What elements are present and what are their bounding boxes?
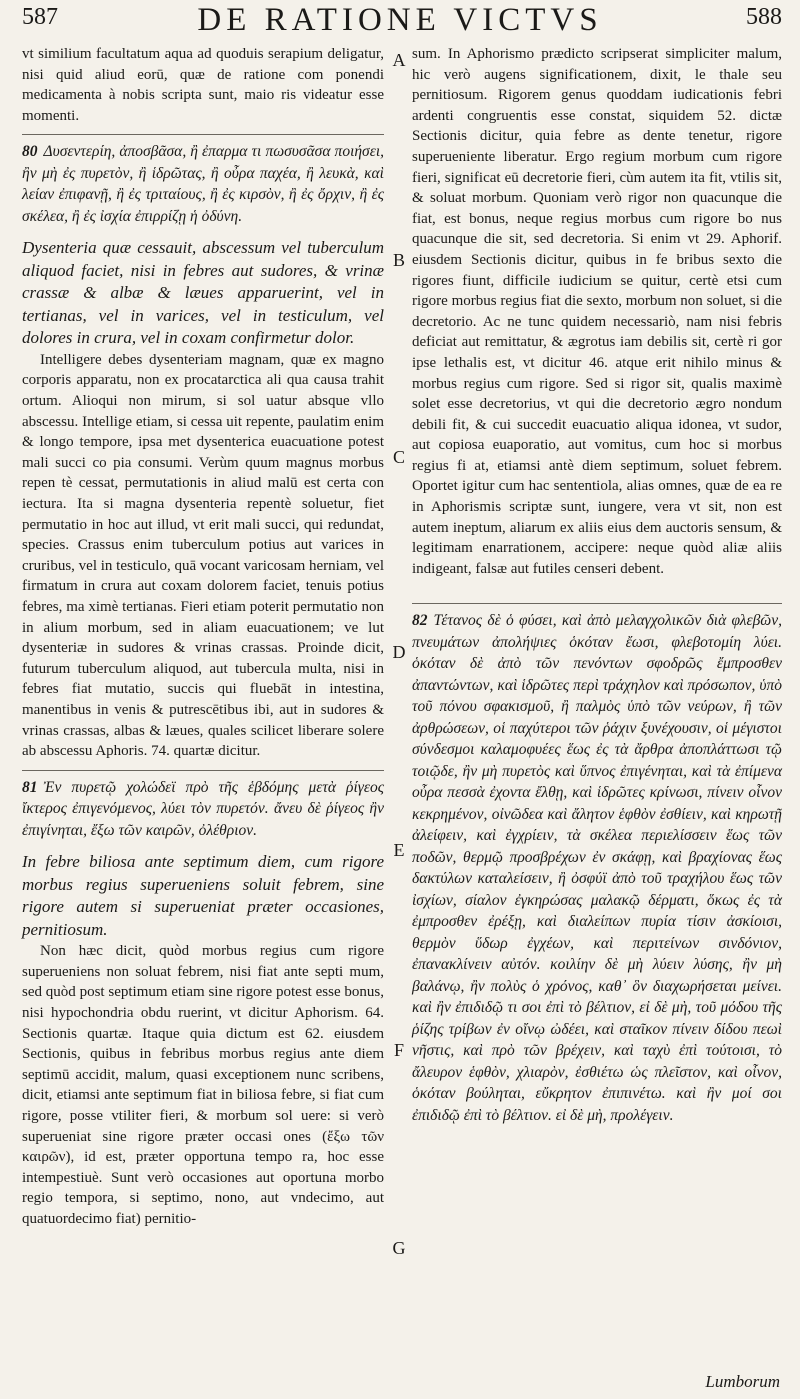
aphorism-80-commentary: Intelligere debes dysenteriam magnam, quæ ex magno corporis apparatu, non ex procatarctica ali qua causa trahit ortum. Alioqui non mirum, si sol uatur absque vllo abscessu. Intellige etiam, si cessa uit repente, paulatim enim & longo tempore, ipsa met dysenterica euacuatione potest mali succi co pia consumi. Verùm quum magnus morbus repen tè cessat, permutationis in aliud malū est certa con iectura. Ita si magna dysenteria repentè soluetur, fiet permutatio in hoc aut illud, vt erit mali succi, qui redundat, species. Crassus enim tuberculum potius aut varices in cruribus, vel in testiculo, quā vocant varicosam herniam, vel firmatum in crura aut coxam dolorem faciet, tenuis potius febres, ma ximè tertianas. Fieri etiam poterit permutatio non in alium morbum, sed in aliam euacuationem; ve lut dysenteriæ in sudores & vrinas crassas. Proinde dicit, futurum tuberculum aliquod, aut tubercula multa, nisi in febres fiat mutatio, succis qui fluebāt in intestina, manentibus in venis & putrescētibus ibi, aut in sudores & vrinas crassas, albas & læues, quales scilicet liberare solere ab abscessu Aphoris. 74. quartæ dicitur. xyxy=(22,351,384,760)
running-title: DE RATIONE VICTVS xyxy=(197,2,603,38)
aphorism-number: 81 xyxy=(22,778,38,796)
running-header xyxy=(0,0,800,44)
page-number-right: 588 xyxy=(746,4,782,30)
aphorism-80-greek: 80 Δυσεντερίη, ἀποσβᾶσα, ἢ ἐπαρμα τι πωσυσᾶσα ποιήσει, ἢν μὴ ἐς πυρετὸν, ἢ ἱδρῶτας, ἢ οὖρα παχέα, ἢ λευκὰ, καὶ λείαν ἐπιφανῇ, ἢ ἐς τριταίους, ἢ ἐς κιρσὸν, ἢ ἐς ὄρχιν, ἢ ἐς σκέλεα, ἢ ἐς ἰσχία ἐπιρρίζῃ ἡ ὀδύνη. xyxy=(22,143,384,225)
commentary-continued: vt similium facultatum aqua ad quoduis serapium deligatur, nisi quid aliud eorū, quæ de ratione com ponendi medicamenta à nobis scripta sunt, maio ris videatur esse momenti. xyxy=(22,46,384,124)
margin-letter-c: C xyxy=(392,447,405,467)
margin-letter-g: G xyxy=(392,1238,406,1258)
aphorism-81-commentary: Non hæc dicit, quòd morbus regius cum rigore superueniens non soluat febrem, nisi fiat ante septi mum, sed quòd post septimum etiam sine rigore potest esse bonus, nisi hypochondria obdu ruerint, vt dicitur Aphorism. 64. Sectionis quartæ. Itaque quia dictum est 62. eiusdem Sectionis, quibus in febribus morbus regius ante diem septimū accidit, malum, quasi exceptionem nunc scribens, dicit, etiamsi ante septimum fiat in biliosa febre, si fiat cum rigore, posse vtiliter fieri, & morbum sol uere: si verò superueniat sine rigore præter occasi ones (ἔξω τῶν καιρῶν), id est, præter opportuna tempo ra, hoc esse intempestiuè. Sunt verò occasiones aut oportuna morbo regio tempora, si septimo, nono, aut vndecimo, aut quatuordecimo fiat) pernitio- xyxy=(22,943,384,1227)
aphorism-81-greek: 81 Ἐν πυρετῷ χολώδεϊ πρὸ τῆς ἑβδόμης μετὰ ῥίγεος ἴκτερος ἐπιγενόμενος, λύει τὸν πυρετόν. ἄνευ δὲ ῥίγεος ἢν ἐπιγίνηται, ἔξω τῶν καιρῶν, ὀλέθριον. xyxy=(22,778,384,839)
section-divider xyxy=(22,134,384,135)
margin-letter-e: E xyxy=(393,840,405,860)
aphorism-81-latin: In febre biliosa ante septimum diem, cum rigore morbus regius superueniens soluit febrem, sine rigore autem si superueniat præter occasiones, pernitiosum. xyxy=(22,852,384,939)
aphorism-number: 80 xyxy=(22,143,38,161)
section-divider xyxy=(412,603,782,604)
catchword: Lumborum xyxy=(705,1372,780,1391)
margin-letter-b: B xyxy=(392,250,405,270)
margin-letter-f: F xyxy=(393,1040,404,1060)
margin-letter-a: A xyxy=(392,50,406,70)
aphorism-number: 82 xyxy=(412,612,428,630)
left-column xyxy=(22,44,384,1230)
aphorism-80-latin: Dysenteria quæ cessauit, abscessum vel tuberculum aliquod faciet, nisi in febres aut sudores, & vrinæ crassæ & albæ & læues apparuerint, vel in tertianas, vel in varices, vel in testiculum, vel dolores in crura, vel in coxam confirmetur dolor. xyxy=(22,238,384,348)
aphorism-81-commentary-continued: sum. In Aphorismo prædicto scripserat simpliciter malum, hic verò augens significationem, dixit, le thale seu pernitiosum. Rigorem genus quoddam iudicationis febri ardenti congruentis esse constat, siquidem 52. dictæ Sectionis dicitur, quia febre as dente tenetur, rigore superueniente liberatur. Ergo regium morbum cum rigore fieri, significat eū decretorie fieri, cùm autem ita fit, vtilis sit, & soluat morbum. Quoniam verò rigor non quacunque die fiat, est bonus, neque regius morbus cum rigore bo nus quacunque die sit, sed decretoria. Si enim vt 29. Aphorif. eiusdem Sectionis dicitur, quibus in fe bribus sexto die rigores fiunt, difficile iudicium se quitur, certè etsi cum rigore morbus regius fiat die sexto, morbum non soluet, si die decretorio. Ac ne tunc quidem necessariò, nam nisi febris deficiat aut remittatur, & ægrotus iam debilis sit, certè ri gor ipse lethalis est, vt dicitur 46. atque erit nihilo minus & morbus regius cum rigore. Sed si rigor sit, qualis maximè solet esse decretorius, vt qui die decretorio ægro nondum debili fit, & cui succedit euacuatio aliqua idonea, vt sudor, aut copiosa euaporatio, aut vomitus, cum hoc si morbus regius fi at, etiamsi antè diem septimum, soluet febrem. Oportet igitur cum hac sententiola, alias omnes, quæ de ea re in Aphorismis scriptæ sunt, iungere, vera vt sit, non est autem ineptum, aliarum ex aliis eius dem auctoris sensum, & legitimam enarrationem, accipere: neque quòd aliæ aliis indigeant, falsæ aut futiles censeri debent. xyxy=(412,46,782,577)
right-column xyxy=(412,44,782,1126)
margin-letter-d: D xyxy=(392,642,406,662)
section-divider xyxy=(22,770,384,771)
aphorism-82-greek: 82 Τέτανος δὲ ὁ φύσει, καὶ ἀπὸ μελαγχολικῶν διὰ φλεβῶν, πνευμάτων ἀπολήψιες ὁκόταν ἔωσι, φλεβοτομίη λύει. ὁκόταν δὲ ἀπὸ τῶν πενόντων σφοδρῶς ἔμπροσθεν ἀπαντώντων, καὶ ἱδρῶτες περὶ τράχηλον καὶ πρόσωπον, ὑπὸ τοῦ πόνου σφακισμοῦ, ἢ παλμὸς ὑπὸ τῶν νεύρων, ἢ τῶν ἀρθρώσεων, οἱ παχύτεροι τῶν ῥάχιν ξυνέχουσιν, οἱ μέγιστοι σύνδεσμοι καλαμοφυέες ἕως ἐς τὰ ἄρθρα ἀποπλάττωσι τῷ τοιῷδε, ἢν μὴ πυρετὸς καὶ ὕπνος ἐπιγένηται, καὶ τὰ ἐπίμενα οὖρα πεσσὰ ἐχοντα ἔλθῃ, καὶ ἱδρῶτες κρίνωσι, πίνειν οἶνον κεκρημένον, οἰνῶδεα καὶ ἄλητον ἑφθὸν ἐσθίειν, καὶ κηρωτῇ ἀλείφειν, καὶ ἐγχρίειν, τὰ σκέλεα περιελίσσειν ἕως τῶν ποδῶν, θερμῷ προσβρέχων ἐν σκάφῃ, καὶ βραχίονας ἕως δακτύλων καταλείσειν, ἢ ὀσφύϊ ἀπὸ τοῦ τραχήλου ἕως τῶν ἰσχίων, σίαλον ἐγκηρώσας μαλακῷ δέρματι, ὅκως ἐς τὰ ἐμπροσθεν ἐρέξῃ, καὶ διαλείπων πυρία τίσιν ἀσκίοισι, θερμὸν ὕδωρ ἐγχέων, καὶ περιτείνων σινδόνιον, ἐπανακλίνειν αὐτόν. κοιλίην δὲ μὴ λύειν λύσης, ἢν μὴ βαλάνῳ, ἢν πολὺς ὁ χρόνος, καθ᾽ ὃν διαχωρήσεται μείνει. καὶ ἢν ἐπιδιδῷ τι σοι ἐπὶ τὸ βέλτιον, εἰ δὲ μὴ, τοῦ μόδου τῆς ῥίζης τρίβων ἐν οἴνῳ ὠδέει, καὶ σταῖκον πίνειν δίδου πεωὶ νῆστις, καὶ πρὸ τῶν βρέχειν, καὶ ταχὺ ἐπὶ τούτοισι, τὸ ἄλευρον ἑφθὸν, χλιαρὸν, ἐσθιέτω ὡς πλεῖστον, καὶ οἶνον, ὁκόταν βούληται, εὔκρητον ἐπιπινέτω. καὶ ἢν μοί σοι ἐπιδιδῷ ἐπὶ τὸ βέλτιον. εἰ δὲ μὴ, προλέγειν. xyxy=(412,612,782,1124)
page-number-left: 587 xyxy=(22,4,58,30)
